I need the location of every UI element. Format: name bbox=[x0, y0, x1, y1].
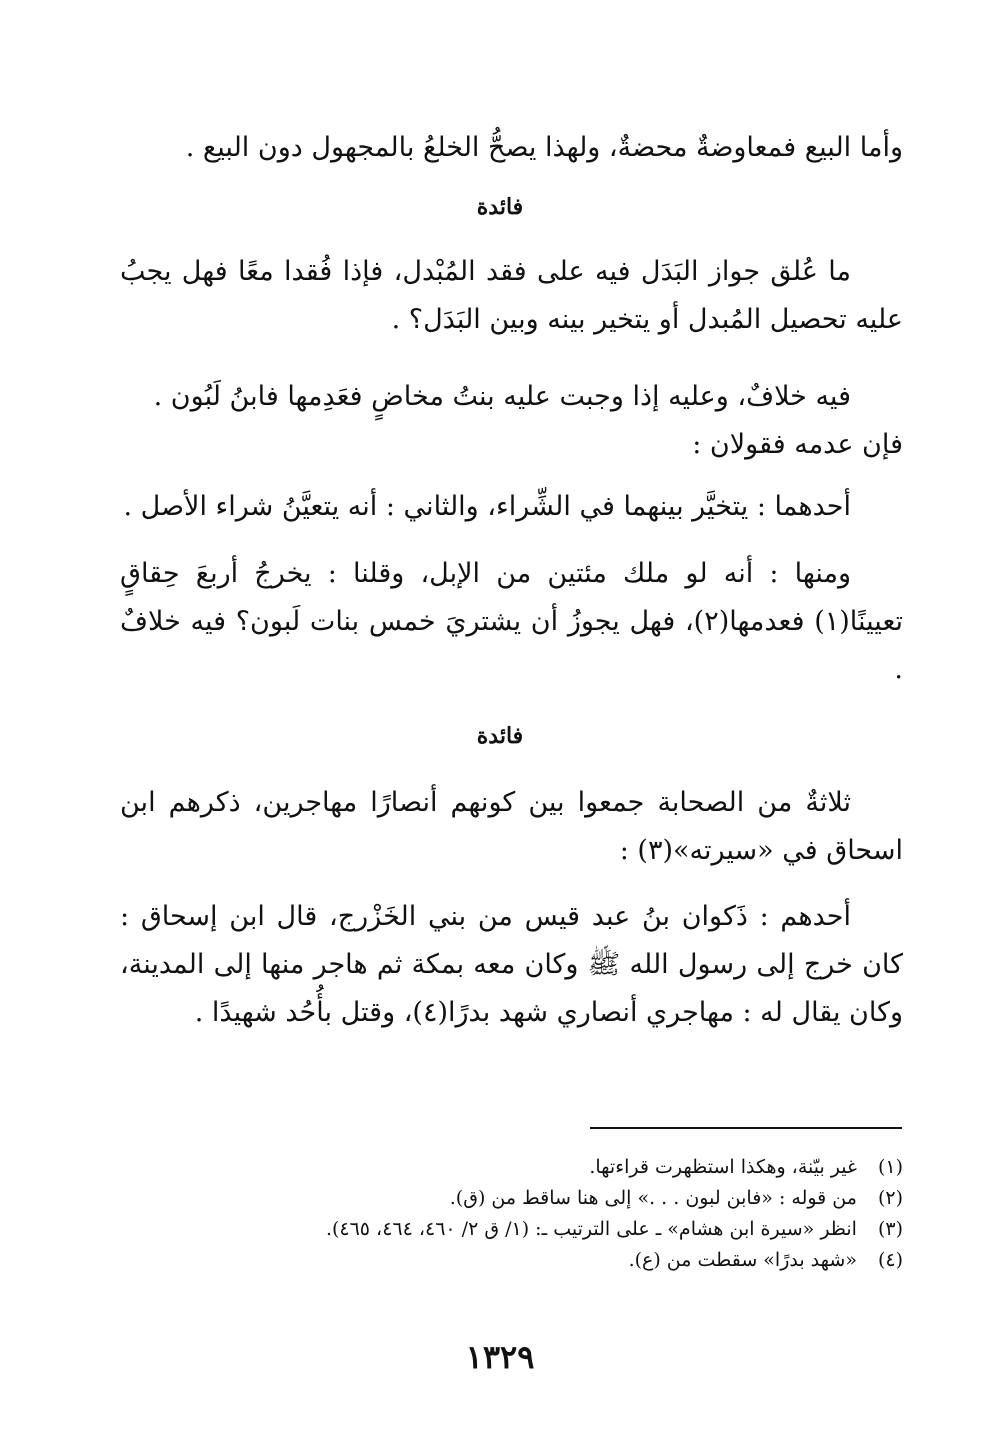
footnotes-list bbox=[150, 1152, 903, 1276]
footnote-number: (٢) bbox=[877, 1187, 903, 1209]
paragraph-disagreement: فيه خلافٌ، وعليه إذا وجبت عليه بنتُ مخاضٍ فعَدِمها فابنُ لَبُون . bbox=[153, 381, 851, 412]
footnote-divider bbox=[590, 1127, 902, 1129]
page-number: ١٣٢٩ bbox=[465, 1338, 535, 1376]
section-heading-faida-1: فائدة bbox=[476, 194, 524, 220]
footnote-3 bbox=[150, 1214, 903, 1245]
footnote-number: (٣) bbox=[877, 1218, 903, 1240]
paragraph-sale-exchange: وأما البيع فمعاوضةٌ محضةٌ، ولهذا يصحُّ الخلعُ بالمجهول دون البيع . bbox=[185, 132, 903, 163]
footnote-2 bbox=[150, 1183, 903, 1214]
paragraph-substitute-rule: ما عُلق جواز البَدَل فيه على فقد المُبْدل، فإذا فُقدا معًا فهل يجبُ عليه تحصيل المُبدل أو يتخير بينه وبين البَدَل؟ . bbox=[120, 256, 903, 335]
section-heading-faida-2: فائدة bbox=[476, 723, 524, 749]
footnote-number: (٤) bbox=[877, 1249, 903, 1271]
footnote-number: (١) bbox=[877, 1156, 903, 1178]
footnote-text: انظر «سيرة ابن هشام» ـ على الترتيب ـ: (١/ ق ٢/ ٤٦٠، ٤٦٤، ٤٦٥). bbox=[325, 1218, 857, 1240]
footnote-1 bbox=[150, 1152, 903, 1183]
footnote-text: «شهد بدرًا» سقطت من (ع). bbox=[628, 1249, 857, 1271]
paragraph-two-opinions: فإن عدمه فقولان : bbox=[692, 429, 903, 460]
paragraph-dhakwan: أحدهم : ذَكوان بنُ عبد قيس من بني الخَزْرج، قال ابن إسحاق : كان خرج إلى رسول الله ﷺ وكان معه بمكة ثم هاجر منها إلى المدينة، وكان يقال له : مهاجري أنصاري شهد بدرًا(٤)، وقتل بأُحُد شهيدًا . bbox=[120, 901, 903, 1028]
paragraph-first-opinion: أحدهما : يتخيَّر بينهما في الشِّراء، والثاني : أنه يتعيَّنُ شراء الأصل . bbox=[123, 491, 851, 522]
footnote-text: من قوله : «فابن لبون . . .» إلى هنا ساقط من (ق). bbox=[449, 1187, 857, 1209]
paragraph-camels-example: ومنها : أنه لو ملك مئتين من الإبل، وقلنا : يخرجُ أربعَ حِقاقٍ تعيينًا(١) فعدمها(٢)، فهل يجوزُ أن يشتريَ خمس بنات لَبون؟ فيه خلافٌ . bbox=[120, 558, 903, 685]
footnote-4 bbox=[150, 1245, 903, 1276]
footnote-text: غير بيّنة، وهكذا استظهرت قراءتها. bbox=[589, 1156, 857, 1178]
paragraph-three-companions: ثلاثةٌ من الصحابة جمعوا بين كونهم أنصارًا مهاجرين، ذكرهم ابن اسحاق في «سيرته»(٣) : bbox=[120, 787, 903, 866]
